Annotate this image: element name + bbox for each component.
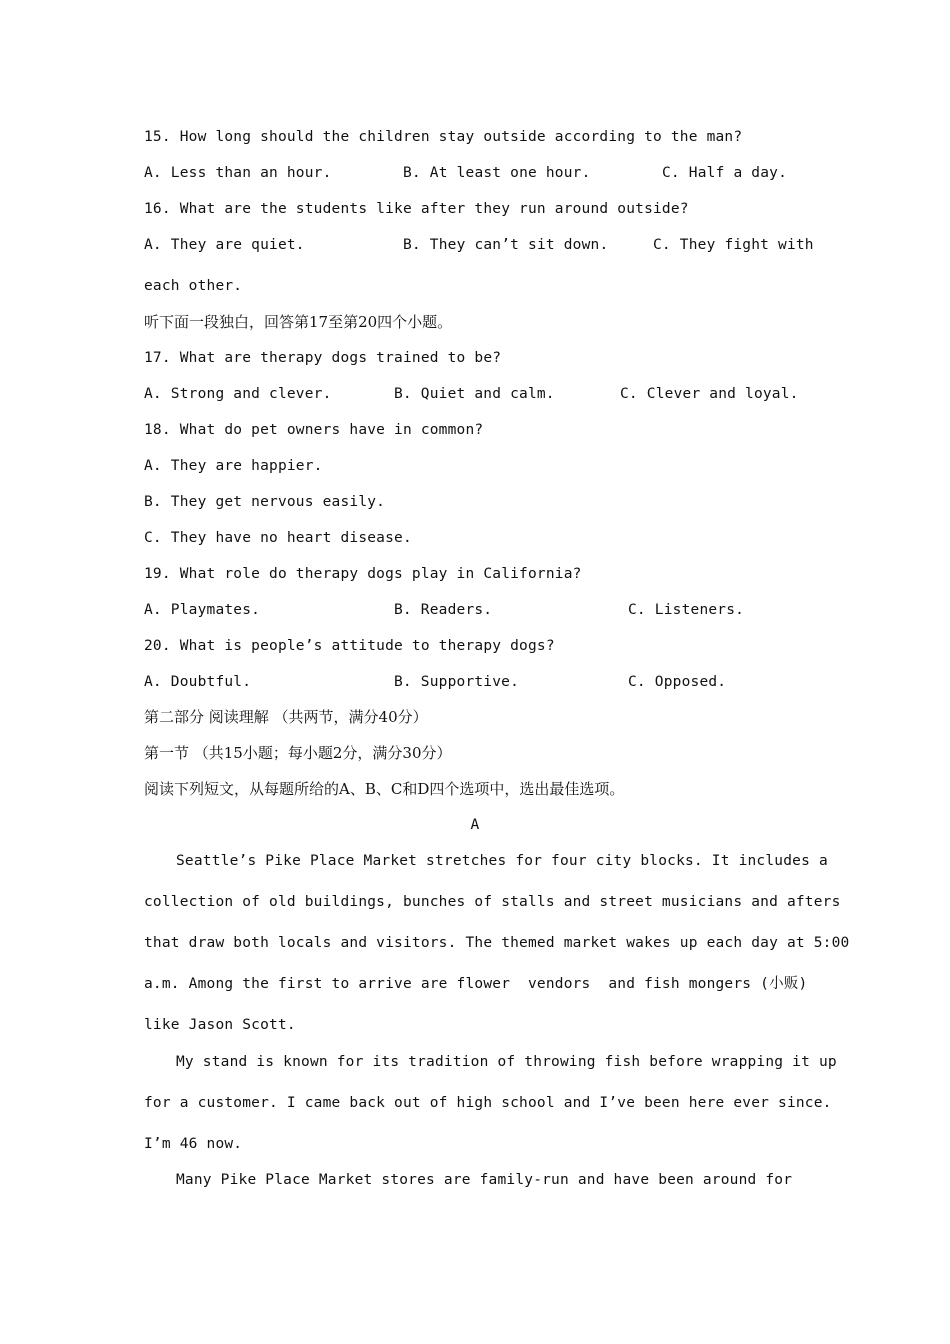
q16-option-a: A. They are quiet. <box>144 237 305 253</box>
q20-option-c: C. Opposed. <box>628 674 727 690</box>
passage-label: A <box>470 817 480 833</box>
question-16: 16. What are the students like after they run around outside? <box>144 201 689 217</box>
q17-option-a: A. Strong and clever. <box>144 386 332 402</box>
passage-line: Many Pike Place Market stores are family-run and have been around for <box>176 1172 793 1188</box>
q16-option-c-continued: each other. <box>144 278 243 294</box>
reading-instruction: 阅读下列短文，从每题所给的A、B、C和D四个选项中，选出最佳选项。 <box>144 780 625 798</box>
q15-option-a: A. Less than an hour. <box>144 165 332 181</box>
passage-line: like Jason Scott. <box>144 1017 296 1033</box>
q18-option-c: C. They have no heart disease. <box>144 530 412 546</box>
question-20: 20. What is people’s attitude to therapy dogs? <box>144 638 555 654</box>
q18-option-b: B. They get nervous easily. <box>144 494 386 510</box>
q15-option-c: C. Half a day. <box>662 165 788 181</box>
q17-option-c: C. Clever and loyal. <box>620 386 799 402</box>
passage-line: for a customer. I came back out of high school and I’ve been here ever since. <box>144 1095 832 1111</box>
section-1-heading: 第一节 （共15小题；每小题2分，满分30分） <box>144 744 452 762</box>
q20-option-a: A. Doubtful. <box>144 674 252 690</box>
passage-line: Seattle’s Pike Place Market stretches for four city blocks. It includes a <box>176 853 828 869</box>
passage-line: My stand is known for its tradition of throwing fish before wrapping it up <box>176 1054 837 1070</box>
q19-option-a: A. Playmates. <box>144 602 261 618</box>
passage-line: that draw both locals and visitors. The themed market wakes up each day at 5:00 <box>144 935 850 951</box>
q18-option-a: A. They are happier. <box>144 458 323 474</box>
q19-option-c: C. Listeners. <box>628 602 745 618</box>
q16-option-b: B. They can’t sit down. <box>403 237 609 253</box>
passage-line: collection of old buildings, bunches of stalls and street musicians and afters <box>144 894 841 910</box>
question-19: 19. What role do therapy dogs play in California? <box>144 566 582 582</box>
q15-option-b: B. At least one hour. <box>403 165 591 181</box>
q17-option-b: B. Quiet and calm. <box>394 386 555 402</box>
question-15: 15. How long should the children stay outside according to the man? <box>144 129 743 145</box>
monologue-instruction: 听下面一段独白，回答第17至第20四个小题。 <box>144 313 453 331</box>
passage-line: I’m 46 now. <box>144 1136 243 1152</box>
question-17: 17. What are therapy dogs trained to be? <box>144 350 502 366</box>
q16-option-c: C. They fight with <box>653 237 814 253</box>
question-18: 18. What do pet owners have in common? <box>144 422 484 438</box>
q20-option-b: B. Supportive. <box>394 674 520 690</box>
q19-option-b: B. Readers. <box>394 602 493 618</box>
passage-line: a.m. Among the first to arrive are flower vendors and fish mongers (小贩) <box>144 976 808 992</box>
part-2-heading: 第二部分 阅读理解 （共两节，满分40分） <box>144 708 428 726</box>
